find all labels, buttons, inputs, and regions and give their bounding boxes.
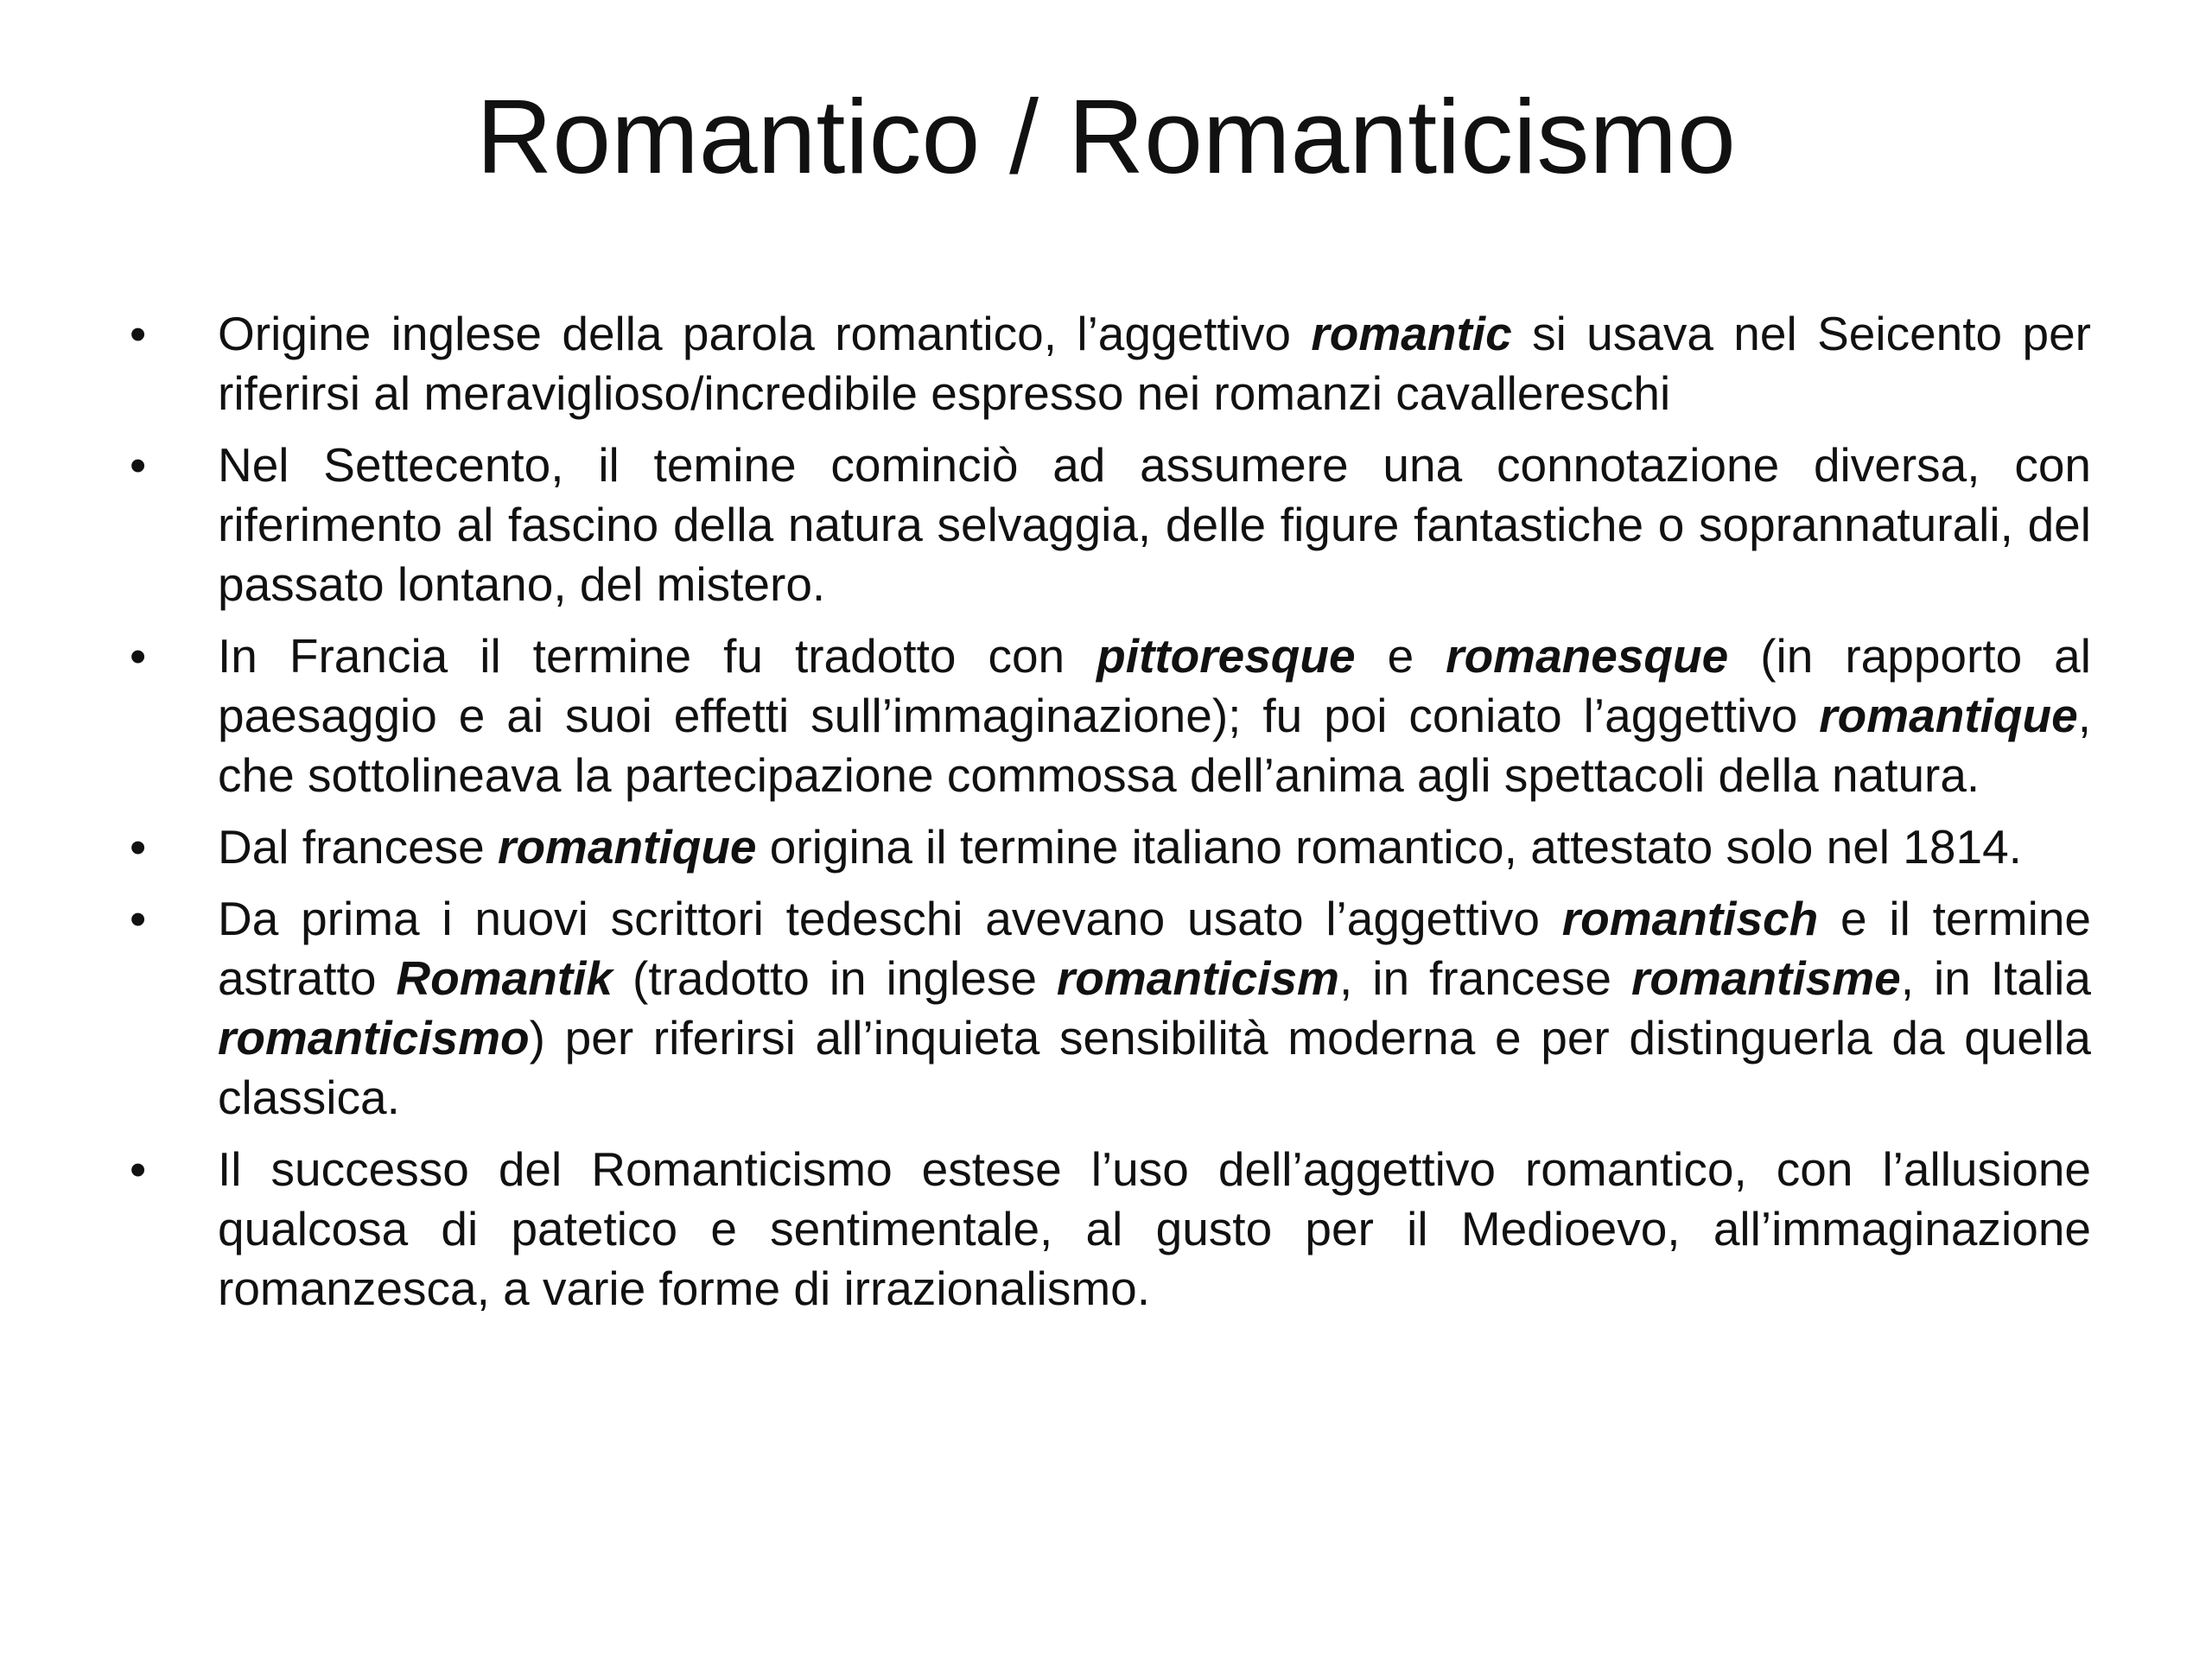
bullet-text-segment: In Francia il termine fu tradotto con	[218, 629, 1097, 683]
bullet-text	[218, 1142, 2091, 1315]
bullet-item	[130, 626, 2091, 805]
bullet-text-segment: Dal francese	[218, 820, 499, 874]
bullet-item	[130, 304, 2091, 423]
bullet-text-segment: Da prima i nuovi scrittori tedeschi avevano usato l’aggettivo	[218, 892, 1562, 945]
bullet-text-emphasis: romantic	[1311, 307, 1512, 360]
bullet-list	[130, 304, 2091, 1331]
bullet-text-emphasis: romantisch	[1561, 892, 1819, 945]
bullet-text-segment: (in rapporto al paesaggio e ai suoi effetti sull’immaginazione); fu poi coniato l’aggettivo	[218, 629, 2091, 742]
bullet-text-segment: Nel Settecento, il temine cominciò ad assumere una connotazione diversa, con riferimento al fascino della natura selvaggia, delle figure fantastiche o soprannaturali, del passato lontano, del mistero.	[218, 438, 2091, 611]
bullet-text-segment: origina il termine italiano romantico, attestato solo nel 1814.	[756, 820, 2022, 874]
bullet-text	[218, 307, 2091, 420]
bullet-text-emphasis: pittoresque	[1096, 629, 1356, 683]
bullet-text	[218, 629, 2091, 802]
bullet-text-segment: , in Italia	[1900, 951, 2091, 1005]
bullet-icon: •	[130, 1142, 147, 1196]
bullet-text-segment: , in francese	[1338, 951, 1631, 1005]
bullet-text	[218, 820, 2022, 874]
bullet-text-emphasis: Romantik	[396, 951, 613, 1005]
bullet-icon: •	[130, 629, 147, 683]
bullet-text-emphasis: romantique	[498, 820, 757, 874]
bullet-icon: •	[130, 892, 147, 945]
bullet-text	[218, 438, 2091, 611]
bullet-text-segment: , che sottolineava la partecipazione commossa dell’anima agli spettacoli della natura.	[218, 689, 2091, 802]
slide-title: Romantico / Romanticismo	[476, 78, 1736, 195]
bullet-text-segment: Il successo del Romanticismo estese l’uso dell’aggettivo romantico, con l’allusione qualcosa di patetico e sentimentale, al gusto per il Medioevo, all’immaginazione romanzesca, a varie forme di irrazionalismo.	[218, 1142, 2091, 1315]
bullet-text-segment: (tradotto in inglese	[613, 951, 1057, 1005]
bullet-text-segment: ) per riferirsi all’inquieta sensibilità moderna e per distinguerla da quella classica.	[218, 1011, 2091, 1124]
bullet-icon: •	[130, 438, 147, 492]
bullet-text-segment: Origine inglese della parola romantico, l’aggettivo	[218, 307, 1312, 360]
bullet-text-emphasis: romanticism	[1056, 951, 1339, 1005]
bullet-text-segment: e il termine astratto	[218, 892, 2091, 1005]
bullet-item	[130, 817, 2091, 877]
bullet-icon: •	[130, 820, 147, 874]
bullet-item	[130, 889, 2091, 1128]
bullet-item	[130, 435, 2091, 614]
bullet-text-segment: e	[1355, 629, 1446, 683]
bullet-icon: •	[130, 307, 147, 360]
bullet-item	[130, 1140, 2091, 1319]
bullet-text	[218, 892, 2091, 1124]
bullet-text-emphasis: romantique	[1819, 689, 2078, 742]
bullet-text-emphasis: romanticismo	[218, 1011, 530, 1065]
bullet-text-emphasis: romanesque	[1446, 629, 1729, 683]
bullet-text-segment: si usava nel Seicento per riferirsi al meraviglioso/incredibile espresso nei romanzi cavallereschi	[218, 307, 2091, 420]
bullet-text-emphasis: romantisme	[1630, 951, 1901, 1005]
